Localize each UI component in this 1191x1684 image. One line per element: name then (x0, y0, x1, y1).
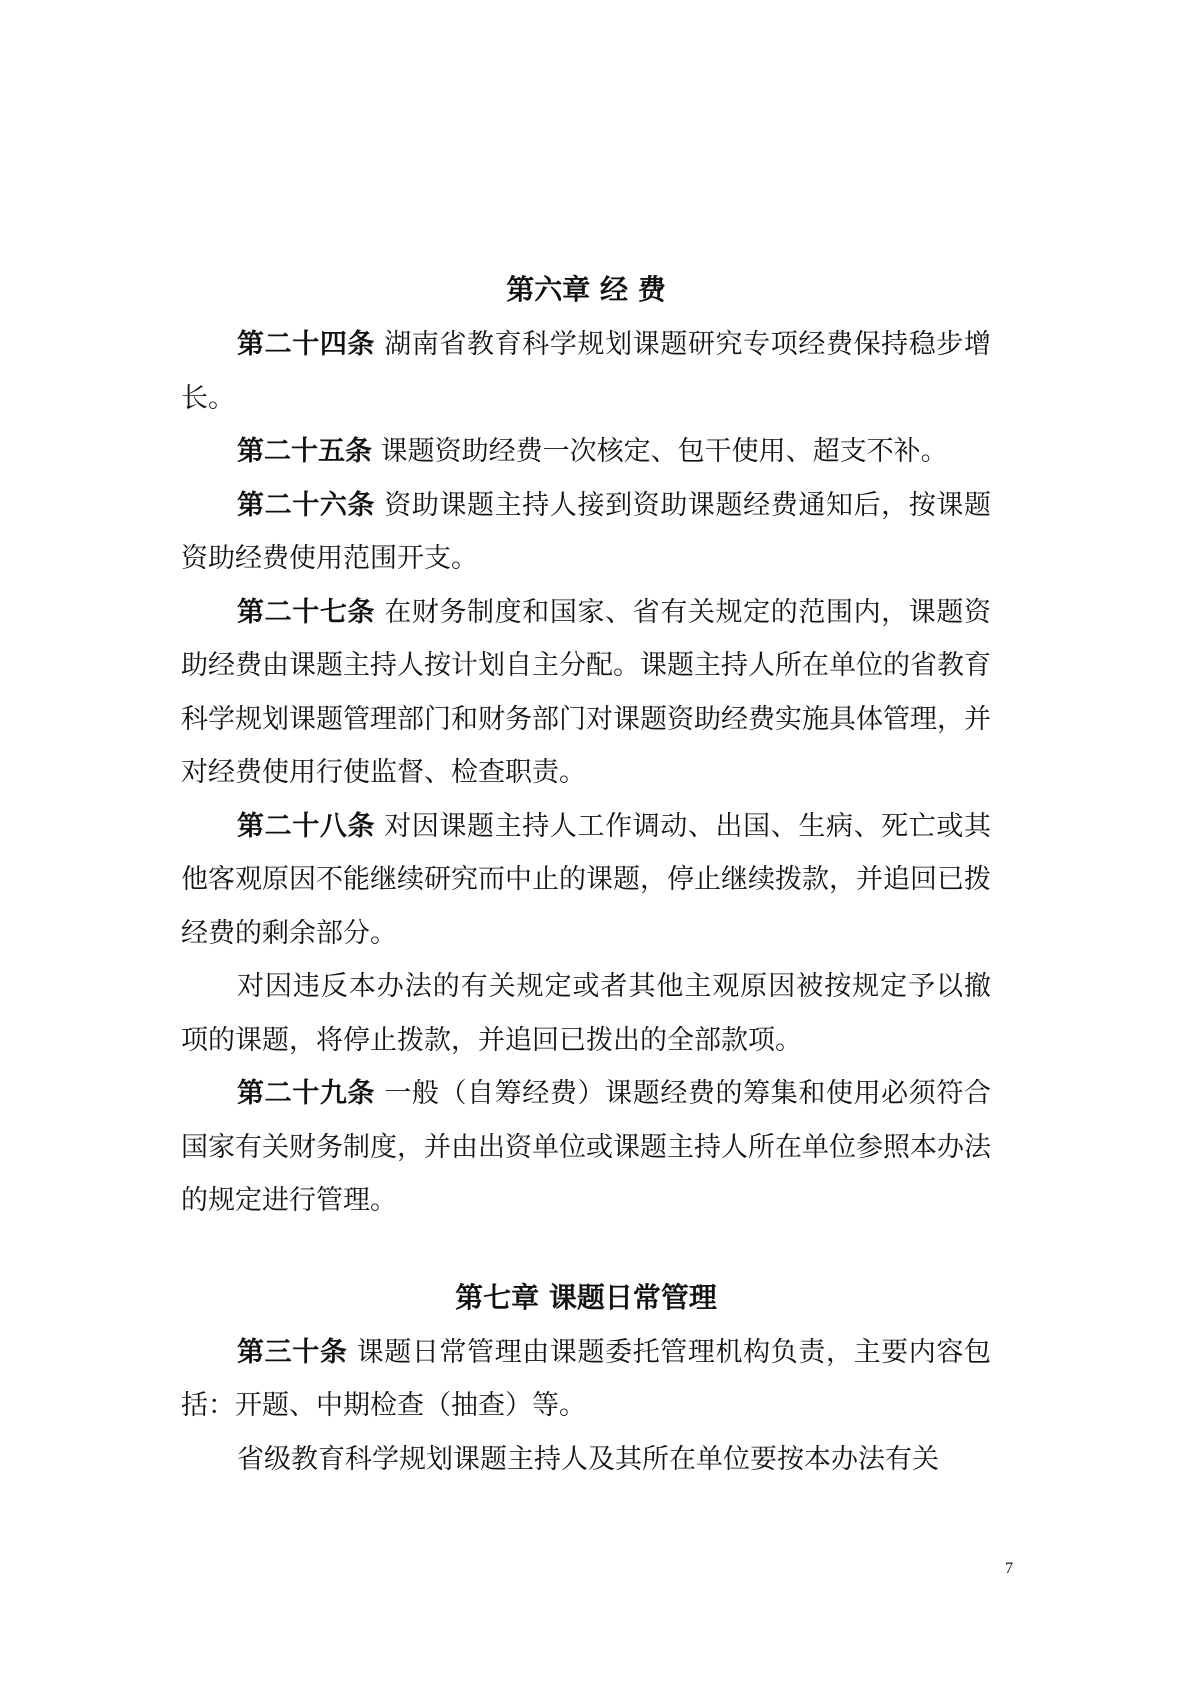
article-text: 一般（自筹经费）课题经费的筹集和使用必须符合国家有关财务制度，并由出资单位或课题主持人所在单位参照本办法的规定进行管理。 (181, 1078, 991, 1216)
article-26 (181, 479, 991, 586)
article-28-paragraph-2 (181, 960, 991, 1067)
article-30-paragraph-2 (181, 1433, 991, 1487)
article-text: 对因违反本办法的有关规定或者其他主观原因被按规定予以撤项的课题，将停止拨款，并追回已拨出的全部款项。 (181, 971, 991, 1056)
article-label: 第二十五条 (237, 436, 372, 467)
article-25 (181, 425, 991, 479)
article-label: 第三十条 (237, 1336, 348, 1368)
article-28 (181, 800, 991, 961)
article-text: 课题资助经费一次核定、包干使用、超支不补。 (372, 436, 948, 467)
article-label: 第二十七条 (237, 596, 376, 628)
article-label: 第二十六条 (237, 489, 376, 521)
chapter-6-title: 第六章 经 费 (506, 273, 666, 306)
chapter-7-title: 第七章 课题日常管理 (455, 1280, 717, 1314)
article-24 (181, 318, 991, 425)
article-text: 湖南省教育科学规划课题研究专项经费保持稳步增长。 (181, 329, 991, 414)
article-text: 省级教育科学规划课题主持人及其所在单位要按本办法有关 (237, 1443, 939, 1475)
page-number: 7 (1005, 1560, 1013, 1577)
article-text: 在财务制度和国家、省有关规定的范围内，课题资助经费由课题主持人按计划自主分配。课题主持人所在单位的省教育科学规划课题管理部门和财务部门对课题资助经费实施具体管理，并对经费使用行使监督、检查职责。 (181, 596, 991, 788)
article-text: 课题日常管理由课题委托管理机构负责，主要内容包括：开题、中期检查（抽查）等。 (181, 1336, 991, 1421)
article-27 (181, 586, 991, 800)
article-label: 第二十八条 (237, 810, 376, 842)
article-29 (181, 1067, 991, 1228)
article-text: 对因课题主持人工作调动、出国、生病、死亡或其他客观原因不能继续研究而中止的课题，停止继续拨款，并追回已拨经费的剩余部分。 (181, 810, 991, 949)
article-label: 第二十四条 (237, 329, 376, 360)
article-30 (181, 1326, 991, 1433)
page-content (181, 265, 991, 1486)
article-text: 资助课题主持人接到资助课题经费通知后，按课题资助经费使用范围开支。 (181, 489, 991, 574)
article-label: 第二十九条 (237, 1078, 376, 1109)
